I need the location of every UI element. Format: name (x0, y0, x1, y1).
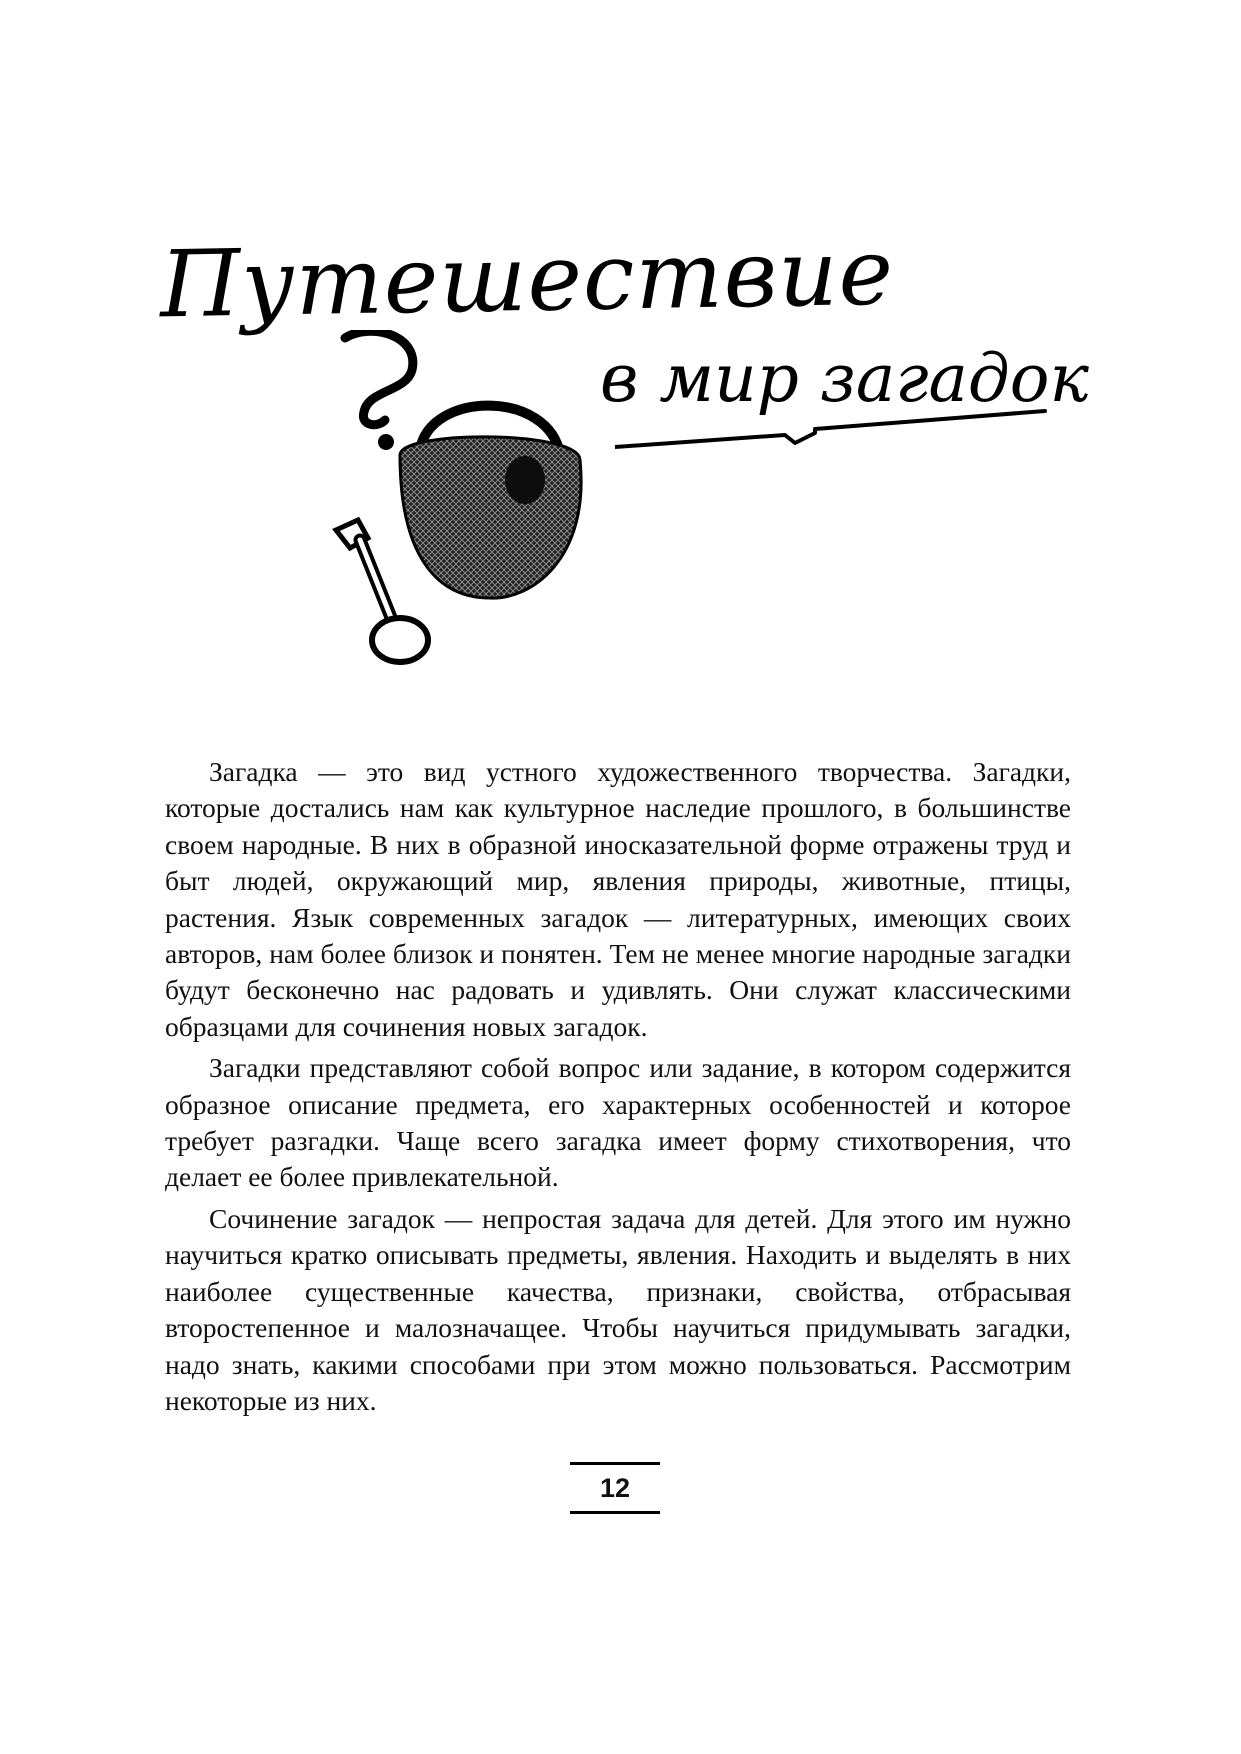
heading-line-1: Путешествие (159, 218, 895, 339)
question-mark-icon (345, 331, 413, 450)
paragraph-1: Загадка — это вид устного художественного творчества. Загадки, которые достались нам как культурное наследие прошлого, в большинстве своем народные. В них в образной иносказательной форме отражены труд и быт людей, окружающий мир, явления природы, животные, птицы, растения. Язык современных загадок — литературных, имеющих своих авторов, нам более близок и понятен. Тем не менее многие народные загадки будут бесконечно нас радовать и удивлять. Они служат классическими образцами для сочинения новых загадок. (165, 756, 1071, 1042)
paragraph-3: Сочинение загадок — непростая задача для детей. Для этого им нужно научиться кратко описывать предметы, явления. Находить и выделять в них наиболее существенные качества, признаки, свойства, отбрасывая второстепенное и малозначащее. Чтобы научиться придумывать загадки, надо знать, какими способами при этом можно пользоваться. Рассмотрим некоторые из них. (165, 1202, 1071, 1416)
body-text (165, 754, 1071, 1424)
decorative-underline (615, 405, 1055, 455)
paragraph-2: Загадки представляют собой вопрос или задание, в котором содержится образное описание предмета, его характерных особенностей и которое требует разгадки. Чаще всего загадка имеет форму стихотворения, что делает ее более привлекательной. (165, 1052, 1071, 1193)
riddle-illustration (330, 330, 590, 680)
page-number: 12 (570, 1462, 660, 1514)
heading-line-2: в мир загадок (600, 340, 1089, 417)
padlock-icon (400, 406, 581, 598)
